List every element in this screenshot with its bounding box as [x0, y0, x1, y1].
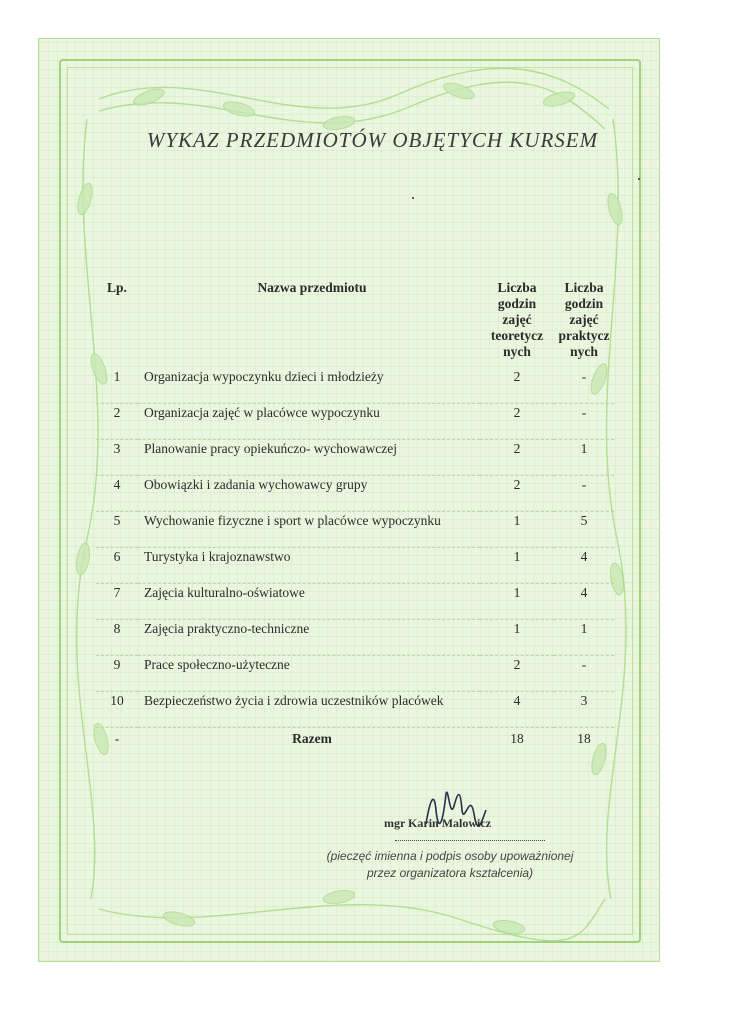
- total-lp: -: [96, 728, 138, 759]
- header-practice-line: zajęć: [569, 312, 599, 327]
- row-practice-hours: -: [554, 404, 614, 440]
- table-row: [96, 548, 614, 584]
- header-practice-line: praktycz: [558, 328, 610, 343]
- row-lp: 9: [96, 656, 138, 692]
- row-lp: 6: [96, 548, 138, 584]
- row-subject-name: Zajęcia praktyczno-techniczne: [138, 620, 480, 656]
- signature-note-line: (pieczęć imienna i podpis osoby upoważnionej: [326, 849, 574, 863]
- total-theory: 18: [480, 728, 554, 759]
- header-lp: Lp.: [107, 280, 127, 295]
- row-subject-name: Obowiązki i zadania wychowawcy grupy: [138, 476, 480, 512]
- row-theory-hours: 4: [480, 692, 554, 728]
- header-theory-line: teoretycz: [490, 328, 544, 343]
- signature-note: [300, 848, 600, 882]
- header-theory-line: zajęć: [502, 312, 532, 327]
- table-row: [96, 512, 614, 548]
- row-practice-hours: 5: [554, 512, 614, 548]
- row-theory-hours: 1: [480, 548, 554, 584]
- row-theory-hours: 2: [480, 440, 554, 476]
- row-subject-name: Planowanie pracy opiekuńczo- wychowawczej: [138, 440, 480, 476]
- total-label: Razem: [138, 728, 480, 759]
- header-theory-line: nych: [503, 344, 531, 359]
- row-practice-hours: 1: [554, 440, 614, 476]
- table-row: [96, 584, 614, 620]
- row-lp: 7: [96, 584, 138, 620]
- table-row: [96, 620, 614, 656]
- header-theory-line: godzin: [497, 296, 537, 311]
- row-practice-hours: 4: [554, 548, 614, 584]
- row-lp: 10: [96, 692, 138, 728]
- row-subject-name: Turystyka i krajoznawstwo: [138, 548, 480, 584]
- row-subject-name: Bezpieczeństwo życia i zdrowia uczestników placówek: [138, 692, 480, 728]
- signature-note-line: przez organizatora kształcenia): [366, 866, 534, 880]
- row-theory-hours: 1: [480, 620, 554, 656]
- header-practice-hours: [554, 280, 614, 368]
- row-theory-hours: 2: [480, 404, 554, 440]
- table-total-row: [96, 728, 614, 759]
- document-title: WYKAZ PRZEDMIOTÓW OBJĘTYCH KURSEM: [146, 128, 599, 152]
- row-practice-hours: -: [554, 476, 614, 512]
- table-header-row: [96, 280, 614, 368]
- row-practice-hours: -: [581, 369, 587, 384]
- table-row: [96, 656, 614, 692]
- row-theory-hours: 2: [480, 656, 554, 692]
- row-subject-name: Wychowanie fizyczne i sport w placówce wypoczynku: [138, 512, 480, 548]
- row-subject-name: Prace społeczno-użyteczne: [138, 656, 480, 692]
- table-row: [96, 368, 614, 404]
- total-practice: 18: [554, 728, 614, 759]
- header-theory-line: Liczba: [497, 280, 537, 295]
- header-practice-line: nych: [570, 344, 598, 359]
- row-theory-hours: 1: [480, 584, 554, 620]
- row-theory-hours: 2: [513, 369, 521, 384]
- table-row: [96, 404, 614, 440]
- row-subject-name: Organizacja wypoczynku dzieci i młodzieży: [144, 369, 384, 384]
- row-subject-name: Zajęcia kulturalno-oświatowe: [138, 584, 480, 620]
- row-lp: 3: [96, 440, 138, 476]
- table-row: [96, 692, 614, 728]
- table-body: [96, 368, 614, 728]
- subjects-table: [96, 280, 614, 758]
- row-lp: 5: [96, 512, 138, 548]
- scan-speck: [638, 178, 640, 180]
- row-practice-hours: -: [554, 656, 614, 692]
- row-practice-hours: 4: [554, 584, 614, 620]
- row-lp: 2: [96, 404, 138, 440]
- signatory-name: mgr Karin Malowicz: [383, 816, 492, 830]
- row-lp: 1: [113, 369, 121, 384]
- table-row: [96, 476, 614, 512]
- row-practice-hours: 1: [554, 620, 614, 656]
- signature-dotted-line: [395, 830, 545, 841]
- row-theory-hours: 2: [480, 476, 554, 512]
- header-subject-name: Nazwa przedmiotu: [257, 280, 367, 295]
- header-practice-line: Liczba: [564, 280, 604, 295]
- table-row: [96, 440, 614, 476]
- row-practice-hours: 3: [554, 692, 614, 728]
- header-theory-hours: [480, 280, 554, 368]
- row-subject-name: Organizacja zajęć w placówce wypoczynku: [138, 404, 480, 440]
- header-practice-line: godzin: [564, 296, 604, 311]
- row-theory-hours: 1: [480, 512, 554, 548]
- scan-speck: [412, 197, 414, 199]
- row-lp: 8: [96, 620, 138, 656]
- row-lp: 4: [96, 476, 138, 512]
